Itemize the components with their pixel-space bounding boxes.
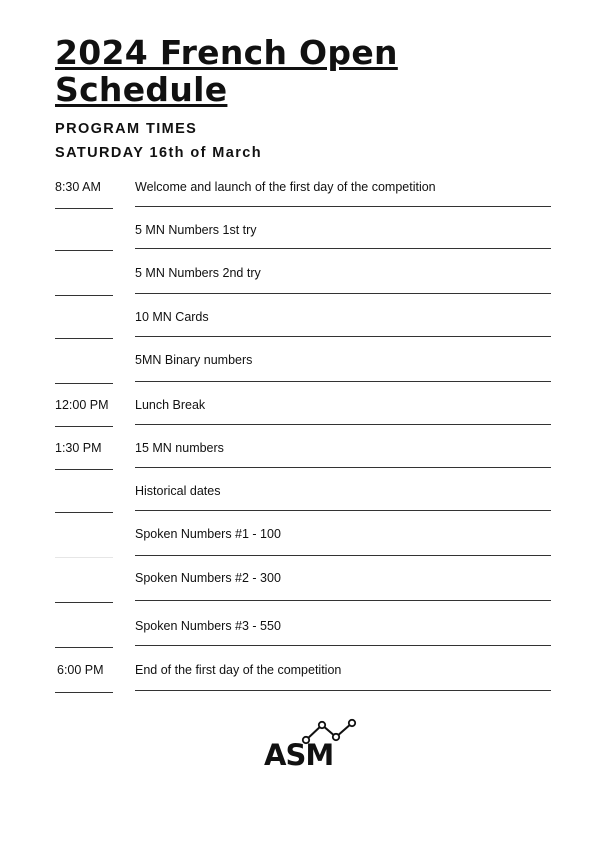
divider (55, 295, 113, 296)
divider (55, 602, 113, 603)
divider (135, 645, 551, 646)
divider (55, 647, 113, 648)
asm-logo (262, 718, 362, 774)
divider (135, 555, 551, 556)
divider (55, 469, 113, 470)
divider (135, 510, 551, 511)
divider (135, 381, 551, 382)
schedule-event: Welcome and launch of the first day of the competition (135, 180, 436, 194)
schedule-time: 6:00 PM (57, 663, 104, 677)
divider (55, 512, 113, 513)
divider (55, 557, 113, 558)
schedule-event: Historical dates (135, 484, 221, 498)
divider (135, 293, 551, 294)
schedule-event: 5 MN Numbers 1st try (135, 223, 257, 237)
schedule-event: Spoken Numbers #1 - 100 (135, 527, 281, 541)
divider (55, 208, 113, 209)
divider (135, 467, 551, 468)
schedule-date: SATURDAY 16th of March (55, 145, 262, 161)
divider (55, 250, 113, 251)
schedule-time: 8:30 AM (55, 180, 101, 194)
schedule-event: End of the first day of the competition (135, 663, 342, 677)
divider (135, 336, 551, 337)
schedule-event: Lunch Break (135, 398, 206, 412)
program-times-label: PROGRAM TIMES (55, 121, 198, 137)
divider (135, 424, 551, 425)
schedule-time: 12:00 PM (55, 398, 109, 412)
logo-text: ASM (264, 738, 334, 772)
divider (55, 383, 113, 384)
schedule-event: Spoken Numbers #2 - 300 (135, 571, 281, 585)
schedule-event: 5 MN Numbers 2nd try (135, 266, 261, 280)
schedule-event: 5MN Binary numbers (135, 353, 253, 367)
page-title: 2024 French Open Schedule (55, 33, 398, 109)
divider (135, 206, 551, 207)
divider (135, 248, 551, 249)
schedule-event: 10 MN Cards (135, 310, 209, 324)
divider (55, 338, 113, 339)
divider (55, 692, 113, 693)
divider (55, 426, 113, 427)
divider (135, 600, 551, 601)
schedule-event: Spoken Numbers #3 - 550 (135, 619, 281, 633)
divider (135, 690, 551, 691)
schedule-time: 1:30 PM (55, 441, 102, 455)
schedule-event: 15 MN numbers (135, 441, 224, 455)
